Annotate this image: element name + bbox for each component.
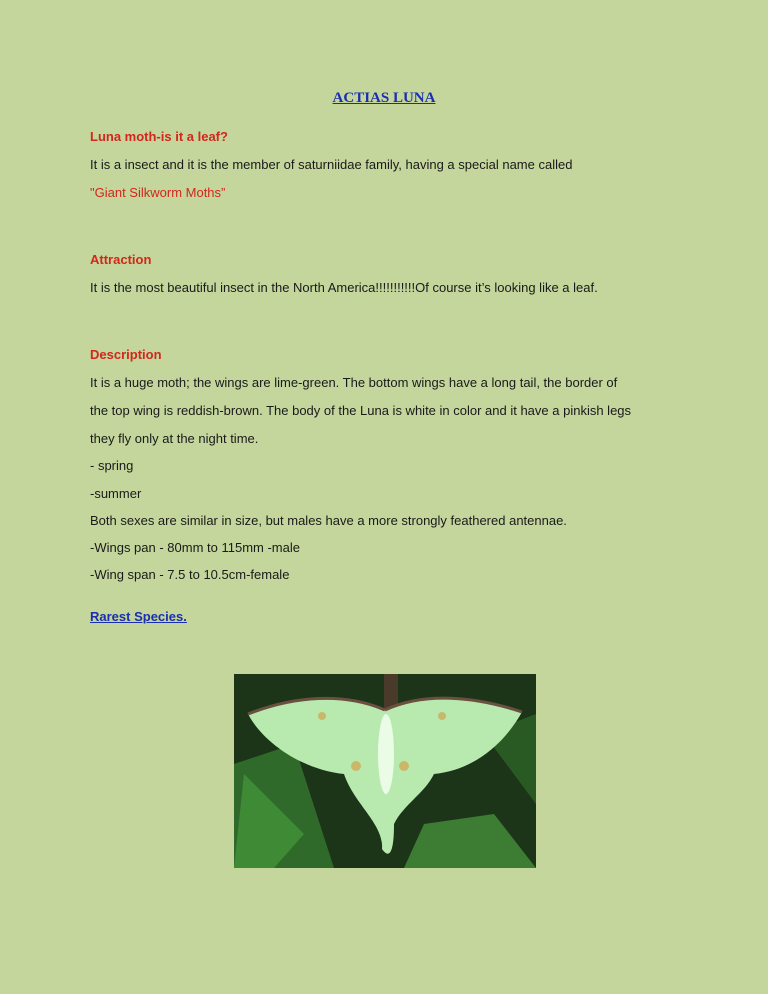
section-heading-description: Description bbox=[90, 347, 162, 362]
list-item: -summer bbox=[90, 486, 142, 501]
section-heading-luna-moth: Luna moth-is it a leaf? bbox=[90, 129, 228, 144]
rarest-species-link[interactable]: Rarest Species. bbox=[90, 609, 187, 624]
list-item: -Wing span - 7.5 to 10.5cm-female bbox=[90, 567, 290, 582]
body-text: It is the most beautiful insect in the North America!!!!!!!!!!!Of course it’s looking like a leaf. bbox=[90, 280, 598, 295]
body-text: the top wing is reddish-brown. The body of the Luna is white in color and it have a pinkish legs bbox=[90, 403, 632, 418]
body-text: they fly only at the night time. bbox=[90, 431, 259, 446]
section-heading-attraction: Attraction bbox=[90, 252, 152, 267]
body-text: Both sexes are similar in size, but males have a more strongly feathered antennae. bbox=[90, 513, 567, 528]
list-item: -Wings pan - 80mm to 115mm -male bbox=[90, 540, 300, 555]
moth-illustration-icon bbox=[234, 674, 536, 868]
body-text-highlight: "Giant Silkworm Moths” bbox=[90, 185, 226, 200]
page-title[interactable]: ACTIAS LUNA bbox=[332, 90, 436, 106]
body-text: It is a insect and it is the member of saturniidae family, having a special name called bbox=[90, 157, 573, 172]
luna-moth-image bbox=[234, 674, 536, 868]
list-item: - spring bbox=[90, 458, 134, 473]
body-text: It is a huge moth; the wings are lime-green. The bottom wings have a long tail, the border of bbox=[90, 375, 618, 390]
